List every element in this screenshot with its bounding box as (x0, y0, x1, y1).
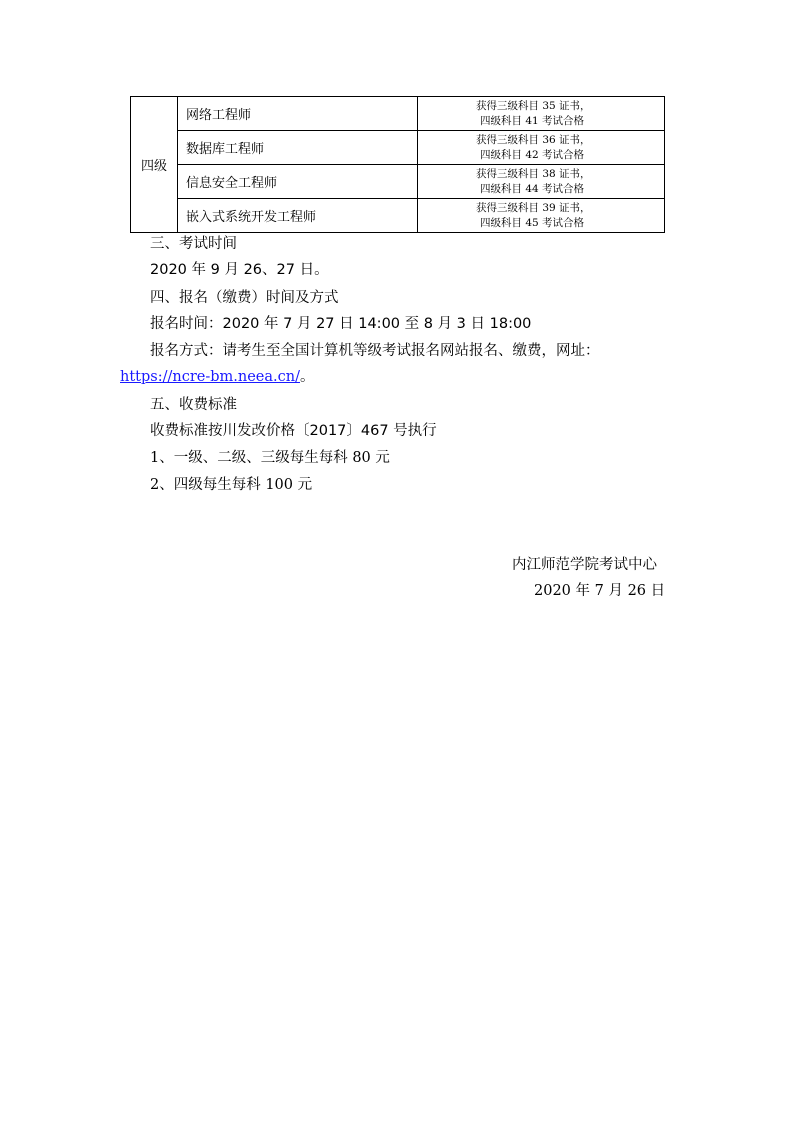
exam-time-heading: 三、考试时间 (150, 236, 237, 252)
fee-heading: 五、收费标准 (150, 397, 237, 413)
requirement-line: 四级科目 41 考试合格 (480, 114, 585, 127)
requirement-cell (418, 97, 665, 131)
engineer-title: 网络工程师 (178, 97, 418, 131)
signature-date: 2020 年 7 月 26 日 (534, 583, 666, 599)
fee-basis: 收费标准按川发改价格〔2017〕467 号执行 (150, 423, 437, 439)
table-row (131, 131, 665, 165)
fee-item-2: 2、四级每生每科 100 元 (150, 477, 313, 493)
requirement-line: 获得三级科目 38 证书， (476, 167, 591, 180)
requirement-line: 获得三级科目 39 证书， (476, 201, 591, 214)
level-cell: 四级 (131, 97, 178, 233)
registration-method: 报名方式：请考生至全国计算机等级考试报名网站报名、缴费，网址： (150, 343, 600, 359)
requirement-cell (418, 165, 665, 199)
registration-url-line (120, 367, 314, 387)
requirement-cell (418, 199, 665, 233)
fee-item-1: 1、一级、二级、三级每生每科 80 元 (150, 450, 390, 466)
table-row (131, 199, 665, 233)
requirement-line: 四级科目 45 考试合格 (480, 216, 585, 229)
requirement-line: 四级科目 44 考试合格 (480, 182, 585, 195)
url-suffix: 。 (299, 369, 315, 385)
engineer-title: 信息安全工程师 (178, 165, 418, 199)
exam-subjects-table (130, 96, 665, 233)
signature-organization: 内江师范学院考试中心 (512, 557, 657, 573)
table-row (131, 97, 665, 131)
requirement-line: 获得三级科目 36 证书， (476, 133, 591, 146)
requirement-line: 四级科目 42 考试合格 (480, 148, 585, 161)
exam-time-value: 2020 年 9 月 26、27 日。 (150, 262, 329, 278)
registration-heading: 四、报名（缴费）时间及方式 (150, 290, 339, 306)
requirement-line: 获得三级科目 35 证书， (476, 99, 591, 112)
engineer-title: 数据库工程师 (178, 131, 418, 165)
registration-url-link[interactable]: https://ncre-bm.neea.cn/ (120, 369, 300, 385)
requirement-cell (418, 131, 665, 165)
registration-time: 报名时间：2020 年 7 月 27 日 14:00 至 8 月 3 日 18:00 (150, 316, 532, 332)
engineer-title: 嵌入式系统开发工程师 (178, 199, 418, 233)
table-row (131, 165, 665, 199)
